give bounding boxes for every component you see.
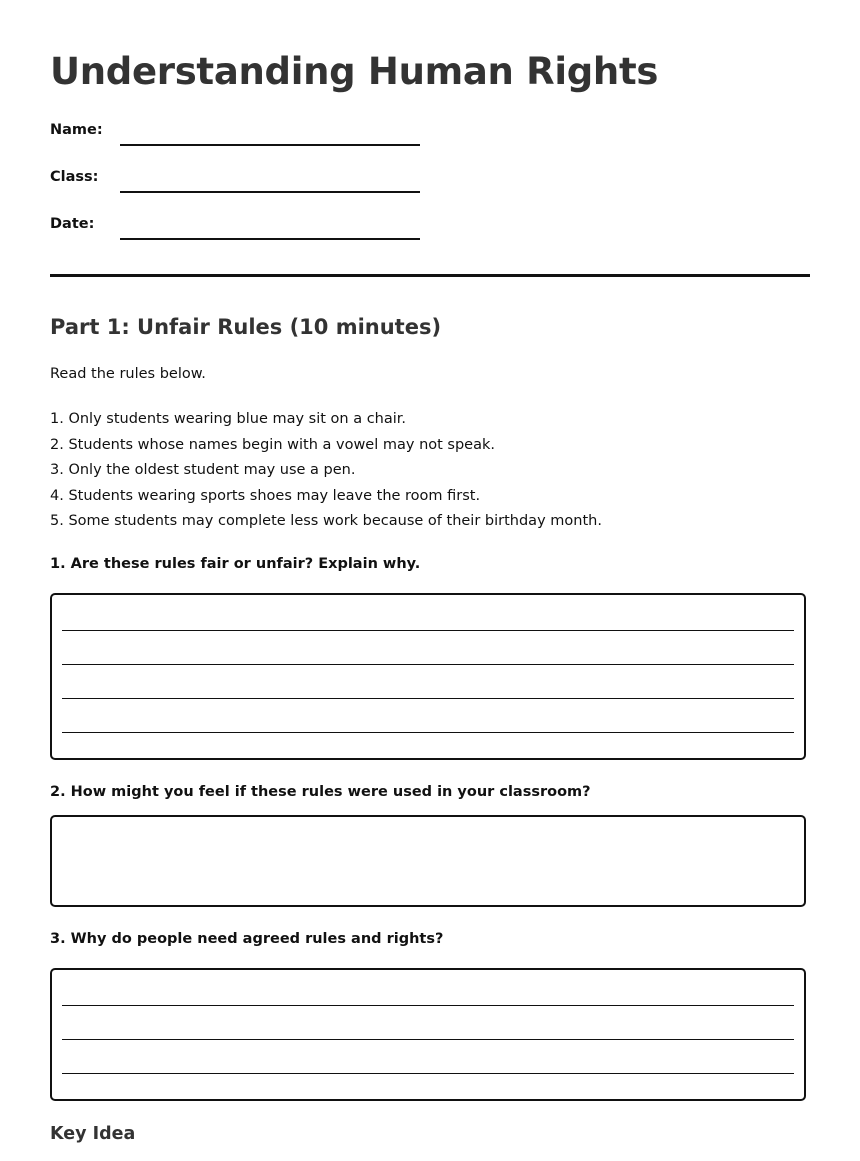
- class-label: Class:: [50, 169, 99, 185]
- rule-item: 2. Students whose names begin with a vowel may not speak.: [50, 436, 495, 453]
- name-label: Name:: [50, 122, 103, 138]
- part1-title: Part 1: Unfair Rules (10 minutes): [50, 315, 442, 339]
- answer-line: [62, 664, 794, 665]
- date-write-line[interactable]: [120, 238, 420, 240]
- rules-list: [50, 407, 602, 535]
- name-write-line[interactable]: [120, 144, 420, 146]
- class-field-row: [50, 169, 420, 199]
- part1-intro: Read the rules below.: [50, 366, 206, 382]
- date-label: Date:: [50, 216, 95, 232]
- answer-line: [62, 1073, 794, 1074]
- answer-box-2[interactable]: [50, 815, 806, 907]
- answer-line: [62, 1005, 794, 1006]
- key-idea-heading: Key Idea: [50, 1124, 136, 1144]
- header-divider: [50, 274, 810, 277]
- answer-line: [62, 1039, 794, 1040]
- date-field-row: [50, 216, 420, 246]
- page-title: Understanding Human Rights: [50, 50, 659, 93]
- answer-line: [62, 630, 794, 631]
- name-field-row: [50, 122, 420, 152]
- answer-line: [62, 698, 794, 699]
- answer-line: [62, 732, 794, 733]
- question-3: 3. Why do people need agreed rules and rights?: [50, 931, 444, 947]
- rule-item: 4. Students wearing sports shoes may leave the room first.: [50, 487, 481, 504]
- question-1: 1. Are these rules fair or unfair? Explain why.: [50, 556, 421, 572]
- question-2: 2. How might you feel if these rules were used in your classroom?: [50, 784, 591, 800]
- answer-box-1[interactable]: [50, 593, 806, 760]
- rule-item: 1. Only students wearing blue may sit on a chair.: [50, 411, 407, 427]
- rule-item: 3. Only the oldest student may use a pen.: [50, 462, 356, 479]
- class-write-line[interactable]: [120, 191, 420, 193]
- answer-box-3[interactable]: [50, 968, 806, 1101]
- rule-item: 5. Some students may complete less work because of their birthday month.: [50, 513, 602, 530]
